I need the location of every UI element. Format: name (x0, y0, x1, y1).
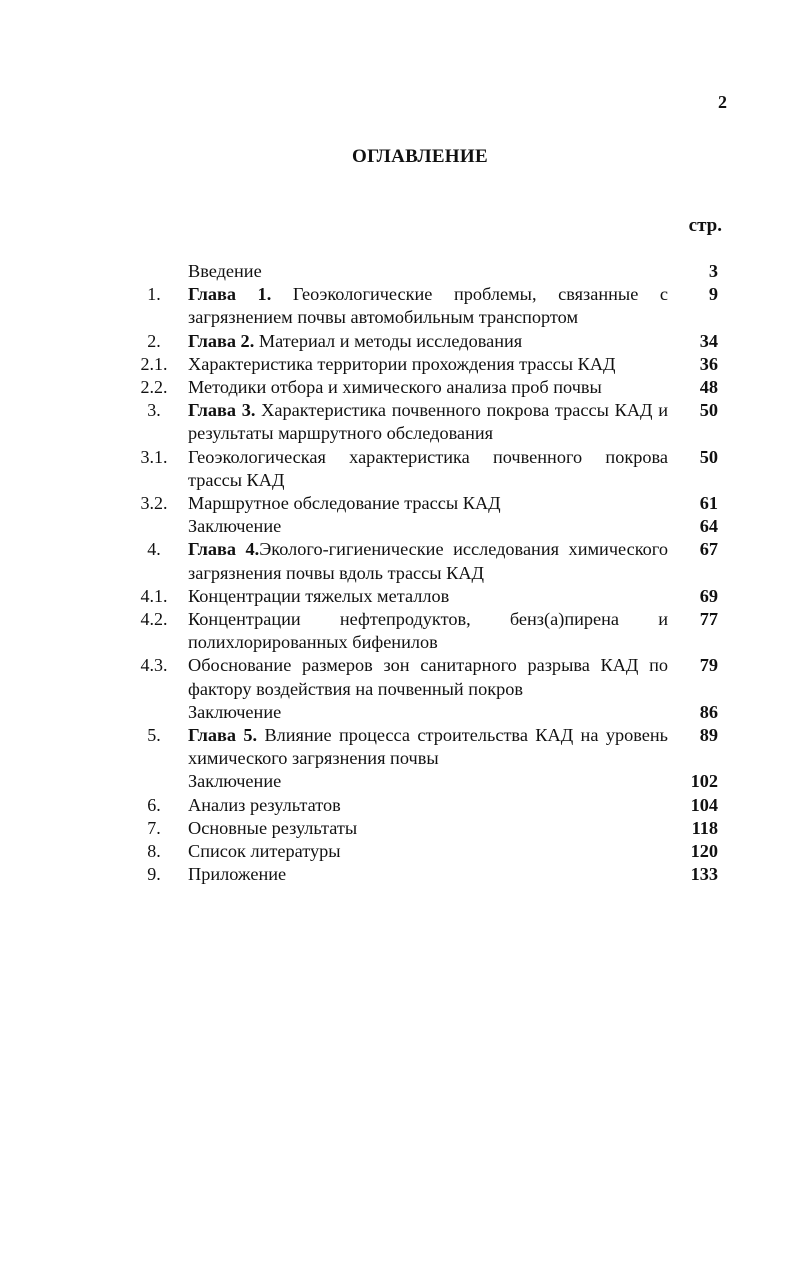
entry-title-text: Приложение (188, 864, 287, 885)
entry-page: 69 (699, 585, 718, 606)
entry-title-text: Маршрутное обследование трассы КАД (188, 493, 501, 514)
entry-number: 3.2. (140, 493, 168, 514)
toc-entry-4-3 (130, 654, 720, 700)
entry-page: 64 (699, 516, 718, 537)
entry-number: 7. (147, 817, 161, 838)
entry-title-text: Характеристика почвенного покрова трассы КАД и результаты маршрутного обследования (188, 400, 668, 444)
entry-page: 102 (690, 771, 718, 792)
entry-number: 4.1. (140, 585, 168, 606)
toc-entry-2 (130, 330, 720, 353)
entry-number: 3. (147, 400, 161, 421)
entry-title (178, 794, 674, 817)
entry-page: 34 (699, 330, 718, 351)
toc-entry-2-1 (130, 353, 720, 376)
entry-page: 133 (690, 864, 718, 885)
entry-number: 2.2. (140, 377, 168, 398)
entry-title (178, 283, 674, 329)
entry-page: 104 (690, 794, 718, 815)
entry-page: 50 (699, 446, 718, 467)
entry-title (178, 330, 674, 353)
entry-title-text: Концентрации тяжелых металлов (188, 585, 450, 606)
toc-entry-2-2 (130, 376, 720, 399)
entry-title (178, 538, 674, 584)
page-title: ОГЛАВЛЕНИЕ (352, 146, 488, 167)
entry-title-text: Список литературы (188, 841, 341, 862)
entry-title (178, 724, 674, 770)
entry-title (178, 492, 674, 515)
entry-number: 2.1. (140, 353, 168, 374)
entry-page: 61 (699, 493, 718, 514)
toc-entry-4 (130, 538, 720, 584)
entry-page: 77 (699, 609, 718, 630)
entry-chapter-label: Глава 5. (188, 725, 258, 746)
toc-entry-5 (130, 724, 720, 770)
entry-title (178, 260, 674, 283)
entry-number: 4.3. (140, 655, 168, 676)
entry-page: 118 (691, 817, 718, 838)
entry-title-text: Обоснование размеров зон санитарного разрыва КАД по фактору воздействия на почвенный покров (188, 655, 668, 699)
toc-entry-7 (130, 817, 720, 840)
entry-title-text: Заключение (188, 701, 282, 722)
entry-number: 3.1. (140, 446, 168, 467)
entry-page: 67 (699, 539, 718, 560)
entry-chapter-label: Глава 3. (188, 400, 256, 421)
entry-title-text: Заключение (188, 771, 282, 792)
entry-title (178, 701, 674, 724)
page-column-header: стр. (688, 215, 722, 236)
entry-page: 120 (690, 841, 718, 862)
entry-title (178, 863, 674, 886)
entry-number: 5. (147, 725, 161, 746)
toc-entry-6 (130, 794, 720, 817)
entry-page: 3 (708, 261, 718, 281)
entry-title (178, 608, 674, 654)
entry-page: 86 (699, 701, 718, 722)
entry-title-text: Геоэкологическая характеристика почвенного покрова трассы КАД (188, 446, 668, 490)
entry-title-text: Эколого-гигиенические исследования химического загрязнения почвы вдоль трассы КАД (188, 539, 668, 583)
entry-title (178, 446, 674, 492)
entry-number: 2. (147, 330, 161, 351)
toc-entry-1 (130, 283, 720, 329)
entry-chapter-label: Глава 2. (188, 330, 255, 351)
entry-page: 50 (699, 400, 718, 421)
entry-number: 8. (147, 841, 161, 862)
entry-chapter-label: Глава 4. (188, 539, 260, 560)
entry-page: 79 (699, 655, 718, 676)
toc-entry-9 (130, 863, 720, 886)
entry-page: 36 (699, 353, 718, 374)
entry-page: 89 (699, 725, 718, 746)
entry-title-text: Введение (188, 261, 262, 281)
entry-title (178, 515, 674, 538)
entry-title-text: Методики отбора и химического анализа проб почвы (188, 377, 602, 398)
entry-title (178, 770, 674, 793)
page-number: 2 (718, 92, 727, 112)
entry-number: 4.2. (140, 609, 168, 630)
entry-title (178, 840, 674, 863)
entry-page: 48 (699, 377, 718, 398)
entry-number: 4. (147, 539, 161, 560)
entry-number: 1. (147, 284, 161, 305)
toc-entry-conclusion-3 (130, 515, 720, 538)
entry-title-text: Заключение (188, 516, 282, 537)
entry-title-text: Характеристика территории прохождения трассы КАД (188, 353, 616, 374)
toc-entry-3-1 (130, 446, 720, 492)
toc-entry-conclusion-4 (130, 701, 720, 724)
entry-chapter-label: Глава 1. (188, 284, 272, 305)
toc-entry-conclusion-5 (130, 770, 720, 793)
entry-title (178, 654, 674, 700)
entry-title (178, 376, 674, 399)
entry-title (178, 399, 674, 445)
entry-title-text: Геоэкологические проблемы, связанные с загрязнением почвы автомобильным транспортом (188, 284, 668, 328)
toc-entry-4-2 (130, 608, 720, 654)
toc-entry-intro (130, 260, 720, 283)
entry-title-text: Материал и методы исследования (254, 330, 523, 351)
toc-entry-8 (130, 840, 720, 863)
entry-title-text: Основные результаты (188, 817, 358, 838)
toc-entry-3-2 (130, 492, 720, 515)
entry-title-text: Анализ результатов (188, 794, 341, 815)
entry-number: 6. (147, 794, 161, 815)
table-of-contents (130, 260, 720, 886)
entry-number: 9. (147, 864, 161, 885)
toc-entry-3 (130, 399, 720, 445)
entry-title (178, 817, 674, 840)
toc-entry-4-1 (130, 585, 720, 608)
entry-title-text: Концентрации нефтепродуктов, бенз(а)пирена и полихлорированных бифенилов (188, 609, 668, 653)
entry-page: 9 (708, 284, 718, 305)
entry-title-text: Влияние процесса строительства КАД на уровень химического загрязнения почвы (188, 725, 668, 769)
entry-title (178, 353, 674, 376)
entry-title (178, 585, 674, 608)
